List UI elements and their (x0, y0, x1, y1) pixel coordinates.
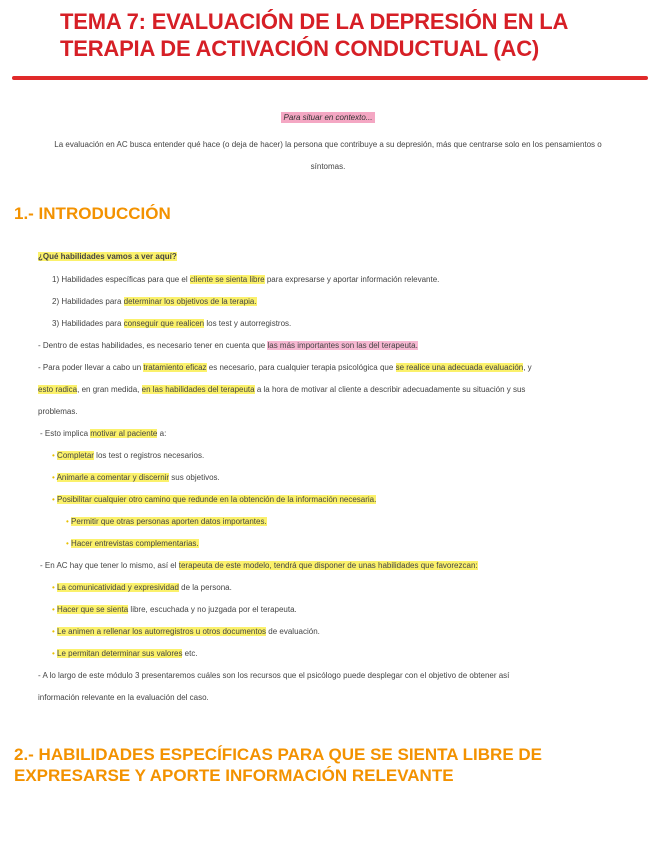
paragraph-text: - Esto implica (40, 429, 91, 438)
bullet-icon: • (52, 495, 55, 504)
list-number: 1) (52, 275, 60, 284)
paragraph-text: - Para poder llevar a cabo un (38, 363, 144, 372)
bullet-item (52, 494, 376, 505)
paragraph-text: - En AC hay que tener lo mismo, así el (40, 561, 179, 570)
paragraph-highlight: terapeuta de este modelo, tendrá que disponer de unas habilidades que favorezcan: (178, 561, 478, 570)
list-item (52, 274, 439, 285)
bullet-icon: • (52, 473, 55, 482)
list-highlight: cliente se sienta libre (189, 275, 265, 284)
list-highlight: conseguir que realicen (123, 319, 205, 328)
list-item (52, 318, 291, 329)
bullet-highlight: La comunicatividad y expresividad (57, 583, 179, 592)
bullet-icon: • (52, 451, 55, 460)
list-text: los test y autorregistros. (204, 319, 292, 328)
paragraph-highlight: motivar al paciente (90, 429, 158, 438)
sub-bullet-item (66, 538, 199, 549)
paragraph-highlight: tratamiento eficaz (143, 363, 207, 372)
bullet-highlight: Le permitan determinar sus valores (57, 649, 183, 658)
list-text: Habilidades para (61, 319, 124, 328)
bullet-icon: • (52, 649, 55, 658)
paragraph-text: a la hora de motivar al cliente a describir adecuadamente su situación y sus (254, 385, 526, 394)
bullet-item (52, 582, 232, 593)
title-divider (12, 76, 648, 80)
paragraph-highlight: se realice una adecuada evaluación (395, 363, 524, 372)
section-heading-habilidades: 2.- HABILIDADES ESPECÍFICAS PARA QUE SE SIENTA LIBRE DE EXPRESARSE Y APORTE INFORMACIÓN RELEVANTE (14, 745, 543, 785)
context-text: La evaluación en AC busca entender qué hace (o deja de hacer) la persona que contribuye a su depresión, más que centrarse solo en los pensamientos o síntomas. (54, 140, 602, 171)
paragraph-text: , y (523, 363, 532, 372)
bullet-text: sus objetivos. (169, 473, 220, 482)
bullet-item (52, 604, 297, 615)
sub-bullet-item (66, 516, 267, 527)
paragraph-text: a: (157, 429, 167, 438)
bullet-highlight: Le animen a rellenar los autorregistros u otros documentos (57, 627, 267, 636)
paragraph-text: , en gran medida, (77, 385, 142, 394)
list-number: 2) (52, 297, 60, 306)
bullet-text: libre, escuchada y no juzgada por el terapeuta. (128, 605, 297, 614)
bullet-icon: • (66, 517, 69, 526)
bullet-text: etc. (182, 649, 198, 658)
paragraph-line (38, 384, 525, 395)
bullet-item (52, 450, 204, 461)
paragraph-line: - A lo largo de este módulo 3 presentaremos cuáles son los recursos que el psicólogo puede desplegar con el objetivo de obtener así (38, 671, 510, 680)
intro-question (38, 251, 177, 262)
bullet-icon: • (52, 627, 55, 636)
bullet-highlight: Posibilitar cualquier otro camino que redunde en la obtención de la información necesaria. (57, 495, 377, 504)
list-highlight: determinar los objetivos de la terapia. (123, 297, 257, 306)
bullet-highlight: Animarle a comentar y discernir (56, 473, 170, 482)
paragraph-line (38, 340, 418, 351)
bullet-item (52, 648, 198, 659)
page-title: TEMA 7: EVALUACIÓN DE LA DEPRESIÓN EN LA TERAPIA DE ACTIVACIÓN CONDUCTUAL (AC) (60, 9, 568, 61)
paragraph-line (40, 560, 478, 571)
paragraph-line (38, 362, 532, 373)
section-heading-introduccion: 1.- INTRODUCCIÓN (14, 204, 171, 223)
paragraph-line: problemas. (38, 407, 78, 416)
list-number: 3) (52, 319, 60, 328)
bullet-text: de la persona. (178, 583, 232, 592)
list-item (52, 296, 257, 307)
bullet-icon: • (52, 583, 55, 592)
bullet-highlight: Permitir que otras personas aporten datos importantes. (71, 517, 267, 526)
paragraph-line: información relevante en la evaluación del caso. (38, 693, 209, 702)
bullet-text: de evaluación. (266, 627, 320, 636)
list-text: Habilidades para (61, 297, 124, 306)
bullet-text: los test o registros necesarios. (93, 451, 205, 460)
intro-question-text: ¿Qué habilidades vamos a ver aquí? (38, 252, 177, 261)
bullet-item (52, 626, 320, 637)
bullet-icon: • (52, 605, 55, 614)
paragraph-text: es necesario, para cualquier terapia psicológica que (206, 363, 396, 372)
bullet-highlight: Hacer entrevistas complementarias. (71, 539, 199, 548)
paragraph-text: - Dentro de estas habilidades, es necesario tener en cuenta que (38, 341, 268, 350)
bullet-icon: • (66, 539, 69, 548)
context-label (0, 113, 656, 122)
context-label-text: Para situar en contexto... (281, 112, 376, 123)
paragraph-highlight: en las habilidades del terapeuta (141, 385, 255, 394)
bullet-highlight: Completar (57, 451, 94, 460)
bullet-highlight: Hacer que se sienta (57, 605, 129, 614)
list-text: para expresarse y aportar información relevante. (264, 275, 440, 284)
paragraph-highlight: esto radica (38, 385, 78, 394)
paragraph-highlight: las más importantes son las del terapeuta. (267, 341, 418, 350)
list-text: Habilidades específicas para que el (61, 275, 190, 284)
paragraph-line (40, 428, 166, 439)
bullet-item (52, 472, 220, 483)
